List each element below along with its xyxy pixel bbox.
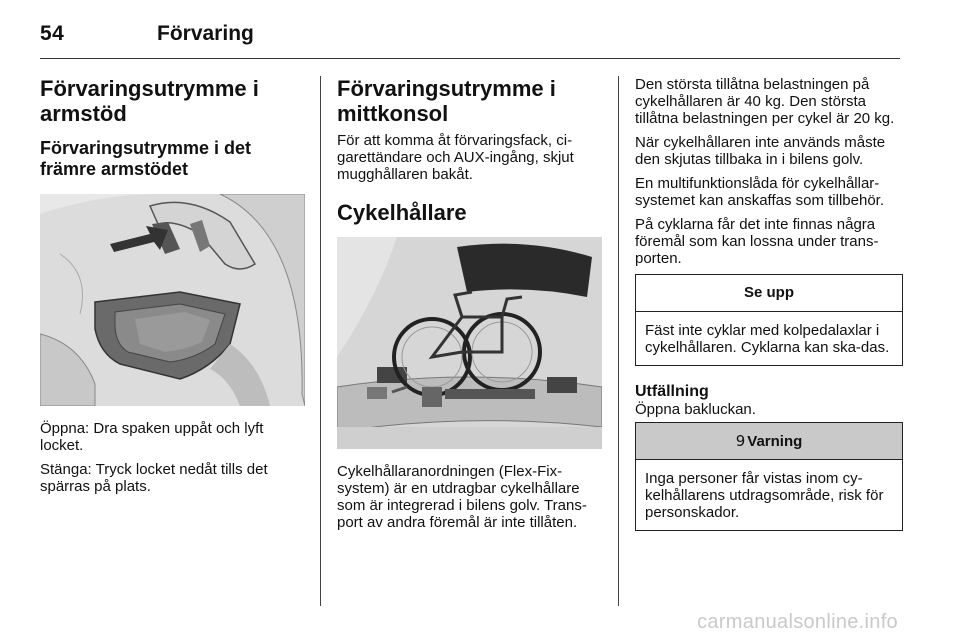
warning-triangle-icon: 9 bbox=[735, 432, 746, 450]
page-number: 54 bbox=[40, 22, 65, 45]
retract-text: När cykelhållaren inte används måste den skjutas tillbaka in i bilens golv. bbox=[635, 134, 886, 168]
open-instruction: Öppna: Dra spaken uppåt och lyft locket. bbox=[40, 420, 264, 454]
warning-box bbox=[635, 422, 903, 531]
armrest-storage-heading: Förvaringsutrymme i armstöd bbox=[40, 76, 259, 126]
column-2 bbox=[337, 76, 602, 538]
column-divider bbox=[618, 76, 619, 606]
header-rule bbox=[40, 58, 900, 59]
center-console-text: För att komma åt förvaringsfack, ci-garettändare och AUX-ingång, skjut mugghållaren bakåt. bbox=[337, 132, 574, 183]
section-title: Förvaring bbox=[157, 22, 254, 45]
watermark: carmanualsonline.info bbox=[697, 611, 898, 633]
open-tailgate-text: Öppna bakluckan. bbox=[635, 401, 756, 418]
close-instruction: Stänga: Tryck locket nedåt tills det spärras på plats. bbox=[40, 461, 268, 495]
warning-text: Inga personer får vistas inom cy-kelhållarens utdragsområde, risk för personskador. bbox=[645, 470, 884, 521]
accessory-text: En multifunktionslåda för cykelhållar-systemet kan anskaffas som tillbehör. bbox=[635, 175, 885, 209]
column-3 bbox=[635, 76, 903, 547]
unfolding-heading: Utfällning bbox=[635, 383, 709, 400]
warning-title: Varning bbox=[747, 433, 803, 450]
armrest-illustration bbox=[40, 194, 305, 406]
center-console-heading: Förvaringsutrymme i mittkonsol bbox=[337, 76, 556, 126]
loose-objects-text: På cyklarna får det inte finnas några föremål som kan lossna under trans-porten. bbox=[635, 216, 879, 267]
page-header bbox=[40, 22, 900, 54]
warning-header bbox=[636, 423, 902, 460]
max-load-text: Den största tillåtna belastningen på cykelhållaren är 40 kg. Den största tillåtna belastningen per cykel är 20 kg. bbox=[635, 76, 895, 127]
caution-text: Fäst inte cyklar med kolpedalaxlar i cykelhållaren. Cyklarna kan ska-das. bbox=[645, 322, 890, 356]
caution-title: Se upp bbox=[636, 275, 902, 312]
bike-carrier-heading: Cykelhållare bbox=[337, 200, 467, 225]
bike-carrier-description: Cykelhållaranordningen (Flex-Fix-system) är en utdragbar cykelhållare som är integrerad i bilens golv. Trans-port av andra föremål är inte tillåten. bbox=[337, 463, 587, 531]
column-divider bbox=[320, 76, 321, 606]
caution-box bbox=[635, 274, 903, 366]
front-armrest-subheading: Förvaringsutrymme i det främre armstödet bbox=[40, 138, 252, 179]
armrest-storage-figure bbox=[40, 194, 305, 406]
bike-carrier-figure bbox=[337, 237, 602, 449]
bike-carrier-illustration bbox=[337, 237, 602, 449]
column-1 bbox=[40, 76, 305, 502]
